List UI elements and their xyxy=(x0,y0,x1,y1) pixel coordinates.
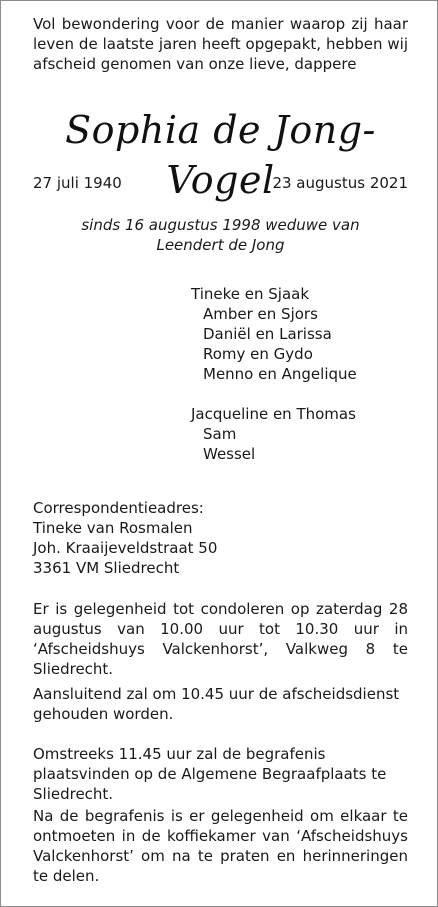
family-member: Menno en Angelique xyxy=(203,365,357,383)
family-list xyxy=(191,284,357,464)
family-member: Romy en Gydo xyxy=(203,345,313,363)
death-date: 23 augustus 2021 xyxy=(272,174,408,192)
family-member: Sam xyxy=(203,425,237,443)
correspondence-name: Tineke van Rosmalen xyxy=(33,519,193,537)
family-member: Wessel xyxy=(203,445,256,463)
intro-text: Vol bewondering voor de manier waarop zij haar leven de laatste jaren heeft opgepakt, hebben wij afscheid genomen van onze lieve, dappere xyxy=(33,15,408,73)
service-text: Aansluitend zal om 10.45 uur de afscheidsdienst gehouden worden. xyxy=(33,685,400,723)
family-member: Amber en Sjors xyxy=(203,305,318,323)
family-group-head: Tineke en Sjaak xyxy=(191,285,310,303)
widow-line-2: Leendert de Jong xyxy=(156,236,285,254)
correspondence-address xyxy=(33,498,408,578)
family-member: Daniël en Larissa xyxy=(203,325,332,343)
family-group-head: Jacqueline en Thomas xyxy=(191,405,356,423)
life-dates xyxy=(33,173,408,193)
correspondence-street: Joh. Kraaijeveldstraat 50 xyxy=(33,539,218,557)
burial-text: Omstreeks 11.45 uur zal de begrafenis plaatsvinden op de Algemene Begraafplaats te Sliedrecht. xyxy=(33,745,387,803)
after-text: Na de begrafenis is er gelegenheid om elkaar te ontmoeten in de koffiekamer van ‘Afscheidshuys Valckenhorst’ om na te praten en herinneringen te delen. xyxy=(33,807,408,885)
correspondence-label: Correspondentieadres: xyxy=(33,499,204,517)
correspondence-city: 3361 VM Sliedrecht xyxy=(33,559,180,577)
deceased-name: Sophia de Jong-Vogel xyxy=(65,108,376,202)
widow-line-1: sinds 16 augustus 1998 weduwe van xyxy=(81,216,360,234)
condolence-text: Er is gelegenheid tot condoleren op zaterdag 28 augustus van 10.00 uur tot 10.30 uur in ‘Afscheidshuys Valckenhorst’, Valkweg 8 te Sliedrecht. xyxy=(33,600,408,678)
birth-date: 27 juli 1940 xyxy=(33,174,122,192)
widow-note xyxy=(33,215,408,255)
